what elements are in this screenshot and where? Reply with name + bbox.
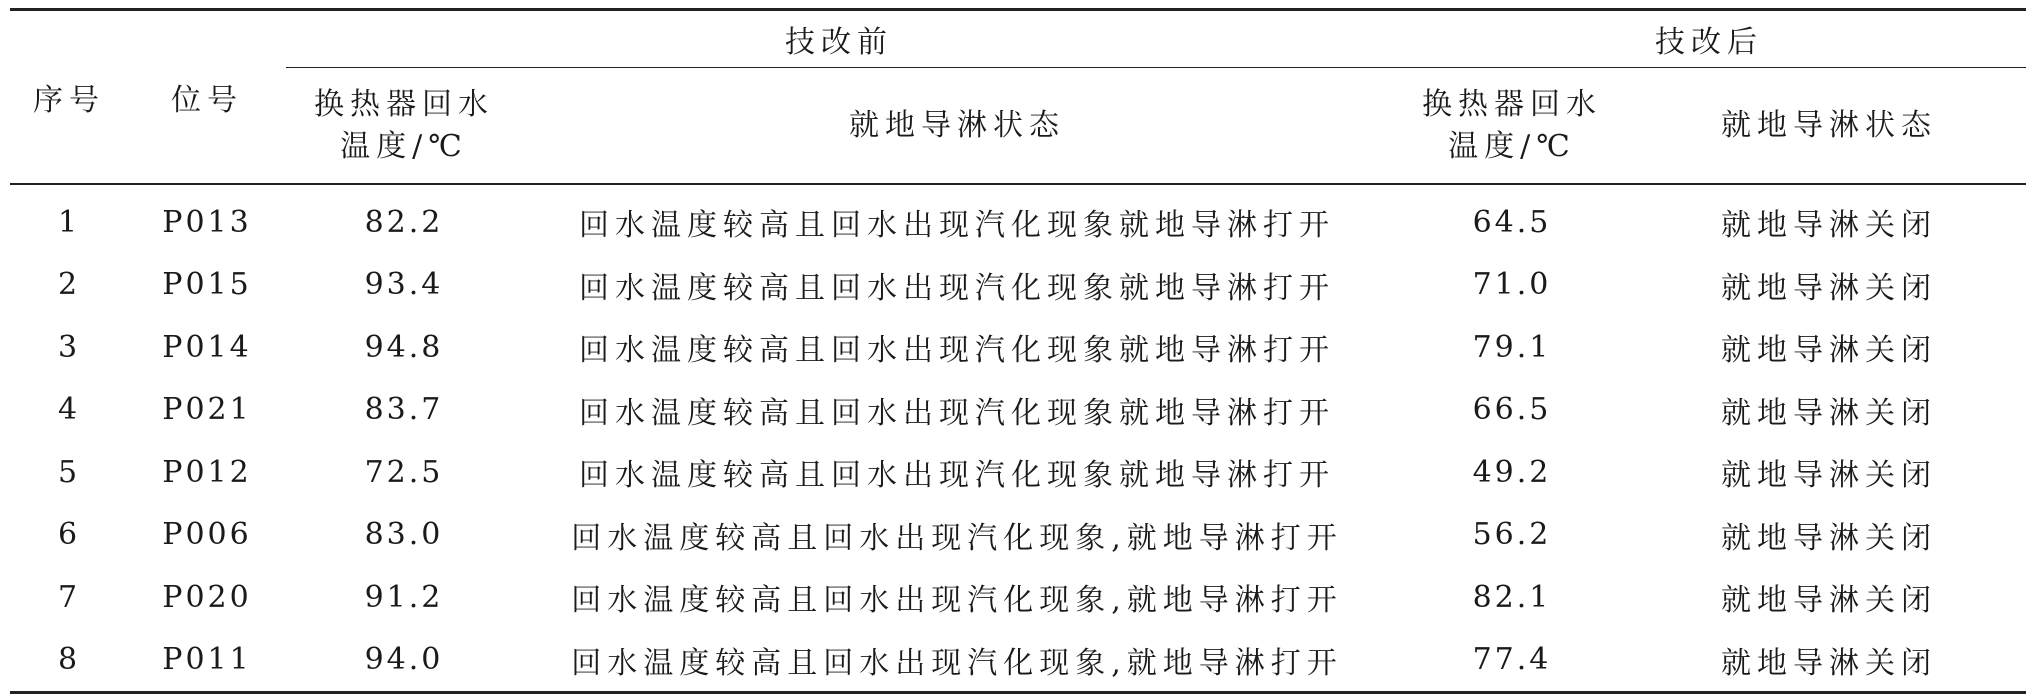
header-temp-after-line1: 换热器回水 [1422, 86, 1602, 122]
cell-index: 3 [57, 329, 81, 365]
cell-state-before: 回水温度较高且回水出现汽化现象就地导淋打开 [579, 208, 1335, 244]
cell-temp-before: 94.8 [364, 329, 444, 365]
table-row [10, 566, 2026, 629]
cell-index: 6 [57, 517, 81, 553]
table-row [10, 254, 2026, 317]
cell-state-before: 回水温度较高且回水出现汽化现象就地导淋打开 [579, 270, 1335, 306]
cell-state-before: 回水温度较高且回水出现汽化现象,就地导淋打开 [571, 645, 1343, 681]
table-body [10, 184, 2026, 693]
table-row [10, 441, 2026, 504]
comparison-table [10, 8, 2026, 694]
table-row [10, 504, 2026, 567]
comparison-table-container [10, 8, 2026, 694]
cell-state-before: 回水温度较高且回水出现汽化现象,就地导淋打开 [571, 520, 1343, 556]
cell-position: P020 [162, 579, 252, 615]
table-row [10, 316, 2026, 379]
cell-temp-before: 82.2 [364, 204, 444, 240]
cell-temp-after: 82.1 [1472, 579, 1552, 615]
table-header [10, 10, 2026, 185]
header-temp-before-line1: 换热器回水 [314, 86, 494, 122]
cell-position: P006 [162, 517, 252, 553]
cell-temp-after: 79.1 [1472, 329, 1552, 365]
header-index: 序号 [10, 10, 128, 185]
cell-index: 4 [57, 392, 81, 428]
cell-temp-before: 93.4 [364, 267, 444, 303]
header-before-group: 技改前 [286, 10, 1392, 68]
cell-temp-after: 64.5 [1472, 204, 1552, 240]
cell-state-before: 回水温度较高且回水出现汽化现象,就地导淋打开 [571, 583, 1343, 619]
cell-position: P015 [162, 267, 252, 303]
cell-temp-after: 77.4 [1472, 642, 1552, 678]
header-after-group: 技改后 [1392, 10, 2026, 68]
cell-index: 7 [57, 579, 81, 615]
cell-state-after: 就地导淋关闭 [1721, 520, 1937, 556]
cell-position: P014 [162, 329, 252, 365]
cell-state-after: 就地导淋关闭 [1721, 583, 1937, 619]
header-temp-after-line2: 温度/℃ [1448, 128, 1576, 164]
header-position: 位号 [128, 10, 286, 185]
cell-state-after: 就地导淋关闭 [1721, 645, 1937, 681]
cell-position: P012 [162, 454, 252, 490]
cell-index: 5 [57, 454, 81, 490]
cell-position: P013 [162, 204, 252, 240]
cell-temp-after: 71.0 [1472, 267, 1552, 303]
cell-temp-before: 83.7 [364, 392, 444, 428]
cell-position: P011 [162, 642, 252, 678]
cell-state-after: 就地导淋关闭 [1721, 333, 1937, 369]
cell-temp-after: 49.2 [1472, 454, 1552, 490]
header-state-after: 就地导淋状态 [1632, 68, 2026, 185]
header-state-before: 就地导淋状态 [522, 68, 1392, 185]
cell-state-after: 就地导淋关闭 [1721, 270, 1937, 306]
cell-position: P021 [162, 392, 252, 428]
cell-temp-before: 83.0 [364, 517, 444, 553]
table-row [10, 379, 2026, 442]
cell-state-after: 就地导淋关闭 [1721, 458, 1937, 494]
cell-state-before: 回水温度较高且回水出现汽化现象就地导淋打开 [579, 333, 1335, 369]
cell-index: 1 [57, 204, 81, 240]
cell-temp-after: 66.5 [1472, 392, 1552, 428]
table-row [10, 629, 2026, 693]
cell-temp-after: 56.2 [1472, 517, 1552, 553]
table-row [10, 184, 2026, 254]
cell-index: 2 [57, 267, 81, 303]
cell-state-after: 就地导淋关闭 [1721, 208, 1937, 244]
cell-temp-before: 91.2 [364, 579, 444, 615]
header-temp-before-line2: 温度/℃ [340, 128, 468, 164]
cell-state-before: 回水温度较高且回水出现汽化现象就地导淋打开 [579, 395, 1335, 431]
header-temp-before [286, 68, 522, 185]
cell-temp-before: 72.5 [364, 454, 444, 490]
cell-index: 8 [57, 642, 81, 678]
cell-state-before: 回水温度较高且回水出现汽化现象就地导淋打开 [579, 458, 1335, 494]
header-temp-after [1392, 68, 1632, 185]
cell-state-after: 就地导淋关闭 [1721, 395, 1937, 431]
cell-temp-before: 94.0 [364, 642, 444, 678]
